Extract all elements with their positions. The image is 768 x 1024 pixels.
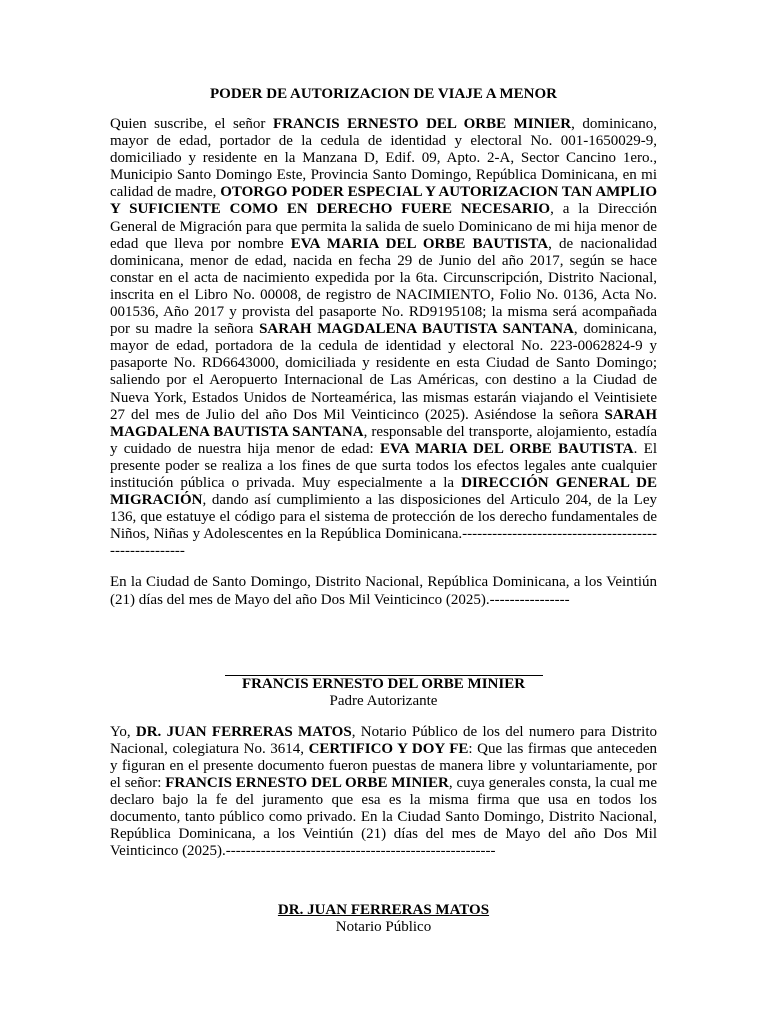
notary-signature-block — [110, 902, 657, 936]
notary-role: Notario Público — [335, 919, 432, 936]
agency-name: DIRECCIÓN GENERAL DE MIGRACIÓN — [110, 474, 657, 509]
mother-name: SARAH MAGDALENA BAUTISTA SANTANA — [259, 321, 574, 338]
signer-name: FRANCIS ERNESTO DEL ORBE MINIER — [241, 675, 526, 692]
minor-name: EVA MARIA DEL ORBE BAUTISTA — [379, 440, 634, 457]
signer-name-inline: FRANCIS ERNESTO DEL ORBE MINIER — [165, 774, 449, 791]
notary-certification-paragraph — [110, 724, 657, 861]
document-page — [110, 86, 657, 936]
notary-name: DR. JUAN FERRERAS MATOS — [135, 723, 352, 740]
text-segment: , dando así cumplimiento a las disposiciones del Articulo 204, de la Ley 136, que estatuye el código para el sistema de protección de los derecho fundamentales de Niños, Niñas y Adolescentes en la República Dominicana.------------------------------------------------------ — [110, 492, 657, 560]
certification-clause: CERTIFICO Y DOY FE — [308, 740, 469, 757]
text-segment: Yo, — [110, 723, 136, 740]
grantor-name: FRANCIS ERNESTO DEL ORBE MINIER — [272, 116, 572, 132]
spacer — [110, 560, 657, 574]
mother-name: SARAH MAGDALENA BAUTISTA SANTANA — [110, 406, 657, 440]
spacer — [110, 860, 657, 902]
grant-clause: OTORGO PODER ESPECIAL Y AUTORIZACION TAN AMPLIO Y SUFICIENTE COMO EN DERECHO FUERE NECESARIO — [110, 184, 657, 218]
minor-name: EVA MARIA DEL ORBE BAUTISTA — [290, 235, 549, 252]
text-segment: , responsable del transporte, alojamiento, estadía y cuidado de nuestra hija menor de edad: — [110, 423, 657, 457]
text-segment: , Notario Público de los del numero para Distrito Nacional, colegiatura No. 3614, — [110, 723, 657, 757]
text-segment: . El presente poder se realiza a los fines de que surta todos los efectos legales ante cualquier institución pública o privada. Muy especialmente a la — [110, 440, 657, 491]
text-segment: , dominicana, mayor de edad, portadora de la cedula de identidad y electoral No. 223-0062824-9 y pasaporte No. RD6643000, domiciliada y residente en esta Ciudad de Santo Domingo; saliendo por el Aeropuerto Internacional de Las Américas, con destino a la Ciudad de Nueva York, Estados Unidos de Norteamérica, las mismas estarán viajando el Veintisiete 27 del mes de Julio del año Dos Mil Veinticinco (2025). Asiéndose la señora — [110, 321, 657, 423]
date-paragraph: En la Ciudad de Santo Domingo, Distrito Nacional, República Dominicana, a los Veintiún (21) días del mes de Mayo del año Dos Mil Veinticinco (2025).---------------- — [110, 574, 657, 608]
spacer — [110, 609, 657, 675]
text-segment: Quien suscribe, el señor — [110, 116, 273, 132]
text-segment: : Que las firmas que anteceden y figuran en el presente documento fueron puestas de manera libre y voluntariamente, por el señor: — [110, 740, 657, 791]
spacer — [110, 710, 657, 724]
document-title: PODER DE AUTORIZACION DE VIAJE A MENOR — [210, 86, 557, 102]
authorization-paragraph — [110, 116, 657, 560]
text-segment: , cuya generales consta, la cual me declaro bajo la fe del juramento que esa es la misma firma que usa en todos los documento, tanto público como privado. En la Ciudad Santo Domingo, Distrito Nacional, República Dominicana, a los Veintiún (21) días del mes de Mayo del año Dos Mil Veinticinco (2025).------------------------------------------------------ — [110, 774, 658, 860]
text-segment: , de nacionalidad dominicana, menor de edad, nacida en fecha 29 de Junio del año 2017, según se hace constar en el acta de nacimiento expedida por la 6ta. Circunscripción, Distrito Nacional, inscrita en el Libro No. 00008, de registro de NACIMIENTO, Folio No. 0136, Acta No. 001536, Año 2017 y provista del pasaporte No. RD9195108; la misma será acompañada por su madre la señora — [110, 235, 657, 338]
text-segment: , dominicano, mayor de edad, portador de la cedula de identidad y electoral No. 001-1650029-9, domiciliado y residente en la Manzana D, Edif. 09, Apto. 2-A, Sector Cancino 1ero., Municipio Santo Domingo Este, Provincia Santo Domingo, República Dominicana, en mi calidad de madre, — [110, 116, 657, 201]
signer-role: Padre Autorizante — [329, 692, 438, 709]
notary-signature-name: DR. JUAN FERRERAS MATOS — [277, 902, 490, 919]
text-segment: , a la Dirección General de Migración para que permita la salida de suelo Dominicano de mi hija menor de edad que lleva por nombre — [110, 201, 658, 252]
grantor-signature-block — [110, 675, 657, 710]
